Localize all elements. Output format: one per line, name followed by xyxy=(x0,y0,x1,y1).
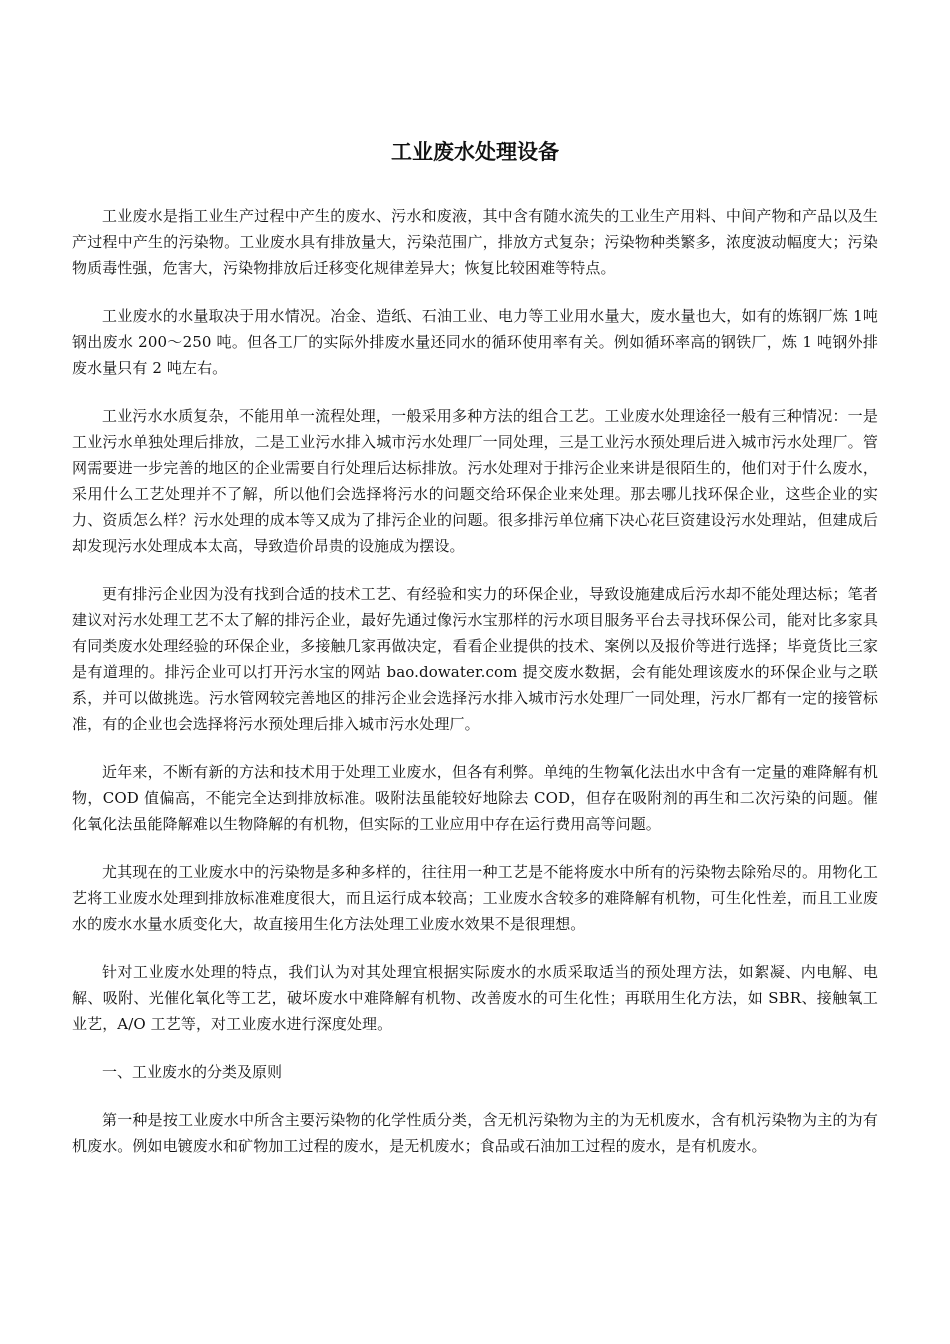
section-heading: 一、工业废水的分类及原则 xyxy=(102,1063,283,1081)
paragraph: 工业废水的水量取决于用水情况。冶金、造纸、石油工业、电力等工业用水量大，废水量也大，如有的炼钢厂炼 1吨钢出废水 200～250 吨。但各工厂的实际外排废水量还同水的循环使用率有关。例如循环率高的钢铁厂，炼 1 吨钢外排废水量只有 2 吨左右。 xyxy=(72,307,878,377)
paragraph: 尤其现在的工业废水中的污染物是多种多样的，往往用一种工艺是不能将废水中所有的污染物去除殆尽的。用物化工艺将工业废水处理到排放标准难度很大，而且运行成本较高；工业废水含较多的难降解有机物，可生化性差，而且工业废水的废水水量水质变化大，故直接用生化方法处理工业废水效果不是很理想。 xyxy=(72,863,878,933)
document-body xyxy=(72,203,878,1181)
paragraph: 工业污水水质复杂，不能用单一流程处理，一般采用多种方法的组合工艺。工业废水处理途径一般有三种情况：一是工业污水单独处理后排放，二是工业污水排入城市污水处理厂一同处理，三是工业污水预处理后进入城市污水处理厂。管网需要进一步完善的地区的企业需要自行处理后达标排放。污水处理对于排污企业来讲是很陌生的，他们对于什么废水，采用什么工艺处理并不了解，所以他们会选择将污水的问题交给环保企业来处理。那去哪儿找环保企业，这些企业的实力、资质怎么样？污水处理的成本等又成为了排污企业的问题。很多排污单位痛下决心花巨资建设污水处理站，但建成后却发现污水处理成本太高，导致造价昂贵的设施成为摆设。 xyxy=(72,407,878,555)
document-title: 工业废水处理设备 xyxy=(391,140,559,164)
paragraph: 针对工业废水处理的特点，我们认为对其处理宜根据实际废水的水质采取适当的预处理方法，如絮凝、内电解、电解、吸附、光催化氧化等工艺，破坏废水中难降解有机物、改善废水的可生化性；再联用生化方法，如 SBR、接触氧工业艺，A/O 工艺等，对工业废水进行深度处理。 xyxy=(72,963,878,1033)
paragraph: 第一种是按工业废水中所含主要污染物的化学性质分类，含无机污染物为主的为无机废水，含有机污染物为主的为有机废水。例如电镀废水和矿物加工过程的废水，是无机废水；食品或石油加工过程的废水，是有机废水。 xyxy=(72,1111,878,1155)
paragraph: 工业废水是指工业生产过程中产生的废水、污水和废液，其中含有随水流失的工业生产用料、中间产物和产品以及生产过程中产生的污染物。工业废水具有排放量大，污染范围广，排放方式复杂；污染物种类繁多，浓度波动幅度大；污染物质毒性强，危害大，污染物排放后迁移变化规律差异大；恢复比较困难等特点。 xyxy=(72,207,878,277)
paragraph: 更有排污企业因为没有找到合适的技术工艺、有经验和实力的环保企业，导致设施建成后污水却不能处理达标；笔者建议对污水处理工艺不太了解的排污企业，最好先通过像污水宝那样的污水项目服务平台去寻找环保公司，能对比多家具有同类废水处理经验的环保企业，多接触几家再做决定，看看企业提供的技术、案例以及报价等进行选择；毕竟货比三家是有道理的。排污企业可以打开污水宝的网站 bao.dowater.com 提交废水数据，会有能处理该废水的环保企业与之联系，并可以做挑选。污水管网较完善地区的排污企业会选择污水排入城市污水处理厂一同处理，污水厂都有一定的接管标准，有的企业也会选择将污水预处理后排入城市污水处理厂。 xyxy=(72,585,878,733)
paragraph: 近年来，不断有新的方法和技术用于处理工业废水，但各有利弊。单纯的生物氧化法出水中含有一定量的难降解有机物，COD 值偏高，不能完全达到排放标准。吸附法虽能较好地除去 COD，但存在吸附剂的再生和二次污染的问题。催化氧化法虽能降解难以生物降解的有机物，但实际的工业应用中存在运行费用高等问题。 xyxy=(72,763,878,833)
